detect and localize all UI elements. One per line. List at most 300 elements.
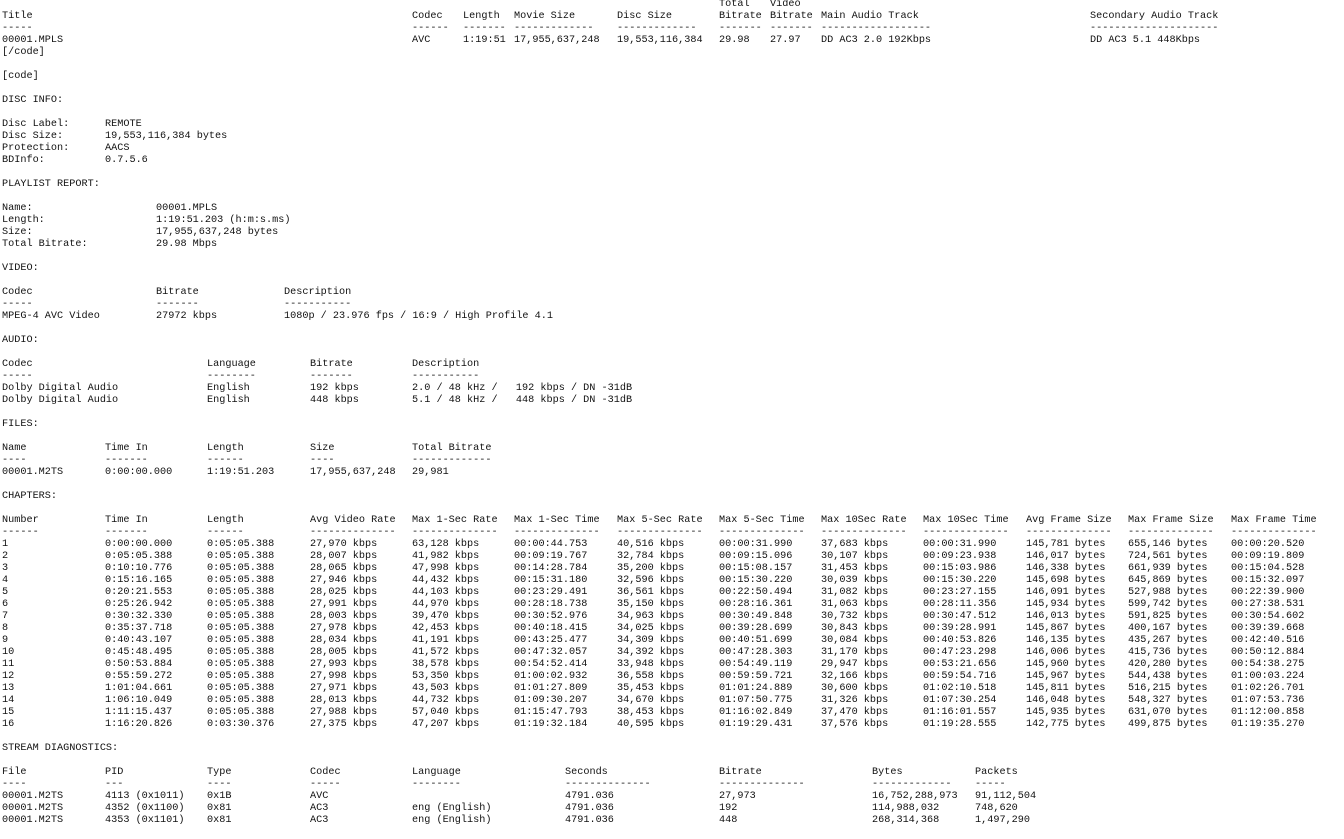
chapter-cell: 591,825 bytes xyxy=(1128,611,1208,622)
chapter-cell: 146,091 bytes xyxy=(1026,587,1106,598)
chapter-cell: 01:07:50.775 xyxy=(719,695,793,706)
chapters-dash: ------ xyxy=(2,527,39,538)
chapters-header: Avg Video Rate xyxy=(310,515,396,526)
chapter-cell: 544,438 bytes xyxy=(1128,671,1208,682)
chapter-cell: 39,470 kbps xyxy=(412,611,480,622)
video-header-description: Description xyxy=(284,287,352,298)
chapter-cell: 7 xyxy=(2,611,9,622)
summary-header-movie-size: Movie Size xyxy=(514,11,576,22)
chapter-cell: 00:40:53.826 xyxy=(923,635,997,646)
summary-header-video-bitrate: Bitrate xyxy=(770,11,813,22)
file-name: 00001.M2TS xyxy=(2,467,64,478)
stream-dash: -------------- xyxy=(565,779,651,790)
files-dash: ------ xyxy=(207,455,244,466)
bdinfo-value: 0.7.5.6 xyxy=(105,155,148,166)
summary-header-title: Title xyxy=(2,11,33,22)
chapter-cell: 146,017 bytes xyxy=(1026,551,1106,562)
audio-dash: ----- xyxy=(2,371,33,382)
chapter-cell: 0:05:05.388 xyxy=(207,647,275,658)
chapters-heading: CHAPTERS: xyxy=(2,491,58,502)
chapter-cell: 00:28:16.361 xyxy=(719,599,793,610)
chapter-cell: 499,875 bytes xyxy=(1128,719,1208,730)
chapter-cell: 142,775 bytes xyxy=(1026,719,1106,730)
chapter-cell: 415,736 bytes xyxy=(1128,647,1208,658)
audio-language: English xyxy=(207,383,250,394)
files-heading: FILES: xyxy=(2,419,39,430)
chapter-cell: 00:15:32.097 xyxy=(1231,575,1305,586)
chapters-dash: -------------- xyxy=(821,527,907,538)
summary-header-codec: Codec xyxy=(412,11,443,22)
chapter-cell: 2 xyxy=(2,551,9,562)
chapter-cell: 31,453 kbps xyxy=(821,563,889,574)
summary-header-secondary-audio: Secondary Audio Track xyxy=(1090,11,1219,22)
summary-total-bitrate: 29.98 xyxy=(719,35,750,46)
stream-heading: STREAM DIAGNOSTICS: xyxy=(2,743,119,754)
chapter-cell: 0:05:05.388 xyxy=(207,551,275,562)
stream-cell: 0x81 xyxy=(207,803,232,814)
audio-codec: Dolby Digital Audio xyxy=(2,395,119,406)
chapter-cell: 145,935 bytes xyxy=(1026,707,1106,718)
audio-heading: AUDIO: xyxy=(2,335,39,346)
chapter-cell: 0:05:05.388 xyxy=(207,623,275,634)
chapter-cell: 33,948 kbps xyxy=(617,659,685,670)
chapter-cell: 0:45:48.495 xyxy=(105,647,173,658)
chapter-cell: 00:00:20.520 xyxy=(1231,539,1305,550)
summary-length: 1:19:51 xyxy=(463,35,506,46)
chapter-cell: 01:16:02.849 xyxy=(719,707,793,718)
chapter-cell: 44,970 kbps xyxy=(412,599,480,610)
chapter-cell: 01:07:30.254 xyxy=(923,695,997,706)
stream-cell: AVC xyxy=(310,791,329,802)
chapter-cell: 31,170 kbps xyxy=(821,647,889,658)
chapter-cell: 00:53:21.656 xyxy=(923,659,997,670)
chapter-cell: 47,998 kbps xyxy=(412,563,480,574)
chapter-cell: 37,683 kbps xyxy=(821,539,889,550)
chapters-header: Length xyxy=(207,515,244,526)
files-header-name: Name xyxy=(2,443,27,454)
files-header-time-in: Time In xyxy=(105,443,148,454)
chapter-cell: 0:05:05.388 xyxy=(207,611,275,622)
chapter-cell: 00:59:54.716 xyxy=(923,671,997,682)
summary-codec: AVC xyxy=(412,35,431,46)
chapter-cell: 1:11:15.437 xyxy=(105,707,173,718)
stream-dash: -------------- xyxy=(719,779,805,790)
chapter-cell: 00:54:49.119 xyxy=(719,659,793,670)
audio-header-bitrate: Bitrate xyxy=(310,359,353,370)
chapter-cell: 6 xyxy=(2,599,9,610)
stream-header: PID xyxy=(105,767,124,778)
chapter-cell: 00:00:31.990 xyxy=(719,539,793,550)
chapter-cell: 01:19:32.184 xyxy=(514,719,588,730)
summary-dash: ----- xyxy=(2,23,33,34)
chapter-cell: 145,934 bytes xyxy=(1026,599,1106,610)
chapter-cell: 645,869 bytes xyxy=(1128,575,1208,586)
chapter-cell: 31,063 kbps xyxy=(821,599,889,610)
chapter-cell: 29,947 kbps xyxy=(821,659,889,670)
chapter-cell: 0:05:05.388 xyxy=(105,551,173,562)
chapter-cell: 15 xyxy=(2,707,15,718)
chapter-cell: 01:02:10.518 xyxy=(923,683,997,694)
chapters-header: Number xyxy=(2,515,39,526)
chapter-cell: 27,375 kbps xyxy=(310,719,378,730)
chapter-cell: 3 xyxy=(2,563,9,574)
chapter-cell: 00:59:59.721 xyxy=(719,671,793,682)
audio-header-codec: Codec xyxy=(2,359,33,370)
summary-dash: ------- xyxy=(719,23,762,34)
file-size: 17,955,637,248 xyxy=(310,467,396,478)
stream-cell: 4791.036 xyxy=(565,803,614,814)
chapter-cell: 0:20:21.553 xyxy=(105,587,173,598)
chapter-cell: 10 xyxy=(2,647,15,658)
chapter-cell: 01:01:27.809 xyxy=(514,683,588,694)
chapter-cell: 00:47:28.303 xyxy=(719,647,793,658)
chapter-cell: 35,200 kbps xyxy=(617,563,685,574)
chapter-cell: 00:15:08.157 xyxy=(719,563,793,574)
playlist-name-value: 00001.MPLS xyxy=(156,203,218,214)
stream-cell: 4791.036 xyxy=(565,815,614,826)
chapters-header: Max Frame Size xyxy=(1128,515,1214,526)
chapter-cell: 00:09:19.767 xyxy=(514,551,588,562)
chapter-cell: 0:00:00.000 xyxy=(105,539,173,550)
audio-codec: Dolby Digital Audio xyxy=(2,383,119,394)
chapter-cell: 00:23:27.155 xyxy=(923,587,997,598)
chapter-cell: 146,135 bytes xyxy=(1026,635,1106,646)
chapter-cell: 28,065 kbps xyxy=(310,563,378,574)
chapter-cell: 31,082 kbps xyxy=(821,587,889,598)
chapter-cell: 40,516 kbps xyxy=(617,539,685,550)
chapter-cell: 00:15:04.528 xyxy=(1231,563,1305,574)
stream-dash: ----- xyxy=(975,779,1006,790)
chapters-dash: -------------- xyxy=(514,527,600,538)
chapter-cell: 00:15:31.180 xyxy=(514,575,588,586)
chapter-cell: 32,596 kbps xyxy=(617,575,685,586)
chapter-cell: 28,013 kbps xyxy=(310,695,378,706)
chapters-dash: -------------- xyxy=(310,527,396,538)
chapter-cell: 00:40:18.415 xyxy=(514,623,588,634)
chapter-cell: 01:00:03.224 xyxy=(1231,671,1305,682)
chapter-cell: 27,991 kbps xyxy=(310,599,378,610)
chapter-cell: 00:50:12.884 xyxy=(1231,647,1305,658)
audio-description: 2.0 / 48 kHz / 192 kbps / DN -31dB xyxy=(412,383,633,394)
chapter-cell: 27,988 kbps xyxy=(310,707,378,718)
chapter-cell: 11 xyxy=(2,659,15,670)
chapter-cell: 38,453 kbps xyxy=(617,707,685,718)
audio-language: English xyxy=(207,395,250,406)
video-header-bitrate: Bitrate xyxy=(156,287,199,298)
summary-dash: ------------- xyxy=(514,23,594,34)
chapter-cell: 01:19:28.555 xyxy=(923,719,997,730)
chapter-cell: 599,742 bytes xyxy=(1128,599,1208,610)
chapter-cell: 00:54:38.275 xyxy=(1231,659,1305,670)
summary-header-length: Length xyxy=(463,11,500,22)
files-dash: ------- xyxy=(105,455,148,466)
chapter-cell: 00:09:15.096 xyxy=(719,551,793,562)
chapters-dash: -------------- xyxy=(1128,527,1214,538)
chapter-cell: 00:15:30.220 xyxy=(719,575,793,586)
chapter-cell: 655,146 bytes xyxy=(1128,539,1208,550)
stream-cell: 91,112,504 xyxy=(975,791,1037,802)
chapter-cell: 00:47:32.057 xyxy=(514,647,588,658)
chapter-cell: 00:15:03.986 xyxy=(923,563,997,574)
stream-header: Type xyxy=(207,767,232,778)
chapter-cell: 0:05:05.388 xyxy=(207,707,275,718)
chapter-cell: 27,993 kbps xyxy=(310,659,378,670)
disc-label-key: Disc Label: xyxy=(2,119,70,130)
chapter-cell: 516,215 bytes xyxy=(1128,683,1208,694)
chapters-dash: -------------- xyxy=(617,527,703,538)
chapter-cell: 5 xyxy=(2,587,9,598)
chapters-header: Max 1-Sec Time xyxy=(514,515,600,526)
chapter-cell: 30,600 kbps xyxy=(821,683,889,694)
audio-dash: ----------- xyxy=(412,371,480,382)
chapter-cell: 41,982 kbps xyxy=(412,551,480,562)
summary-disc-size: 19,553,116,384 xyxy=(617,35,703,46)
chapter-cell: 27,946 kbps xyxy=(310,575,378,586)
summary-secondary-audio: DD AC3 5.1 448Kbps xyxy=(1090,35,1201,46)
stream-header: Packets xyxy=(975,767,1018,778)
stream-cell: 748,620 xyxy=(975,803,1018,814)
chapter-cell: 146,338 bytes xyxy=(1026,563,1106,574)
chapter-cell: 31,326 kbps xyxy=(821,695,889,706)
stream-cell: 16,752,288,973 xyxy=(872,791,958,802)
stream-header: File xyxy=(2,767,27,778)
chapter-cell: 0:15:16.165 xyxy=(105,575,173,586)
chapter-cell: 28,007 kbps xyxy=(310,551,378,562)
chapter-cell: 63,128 kbps xyxy=(412,539,480,550)
chapter-cell: 01:19:35.270 xyxy=(1231,719,1305,730)
playlist-name-key: Name: xyxy=(2,203,33,214)
chapter-cell: 145,867 bytes xyxy=(1026,623,1106,634)
stream-header: Bytes xyxy=(872,767,903,778)
chapters-header: Max 5-Sec Time xyxy=(719,515,805,526)
chapter-cell: 00:47:23.298 xyxy=(923,647,997,658)
chapter-cell: 00:15:30.220 xyxy=(923,575,997,586)
chapter-cell: 00:23:29.491 xyxy=(514,587,588,598)
stream-cell: 4352 (0x1100) xyxy=(105,803,185,814)
summary-dash: ------- xyxy=(463,23,506,34)
files-dash: ------------- xyxy=(412,455,492,466)
chapter-cell: 145,781 bytes xyxy=(1026,539,1106,550)
file-length: 1:19:51.203 xyxy=(207,467,275,478)
chapter-cell: 8 xyxy=(2,623,9,634)
stream-header: Codec xyxy=(310,767,341,778)
chapter-cell: 01:01:24.889 xyxy=(719,683,793,694)
playlist-bitrate-key: Total Bitrate: xyxy=(2,239,88,250)
chapter-cell: 00:42:40.516 xyxy=(1231,635,1305,646)
stream-dash: ------------- xyxy=(872,779,952,790)
file-time-in: 0:00:00.000 xyxy=(105,467,173,478)
stream-cell: eng (English) xyxy=(412,803,492,814)
summary-title: 00001.MPLS xyxy=(2,35,64,46)
chapter-cell: 00:22:50.494 xyxy=(719,587,793,598)
video-codec: MPEG-4 AVC Video xyxy=(2,311,100,322)
chapter-cell: 146,006 bytes xyxy=(1026,647,1106,658)
chapter-cell: 37,470 kbps xyxy=(821,707,889,718)
chapter-cell: 57,040 kbps xyxy=(412,707,480,718)
stream-cell: eng (English) xyxy=(412,815,492,826)
chapter-cell: 42,453 kbps xyxy=(412,623,480,634)
audio-description: 5.1 / 48 kHz / 448 kbps / DN -31dB xyxy=(412,395,633,406)
stream-header: Language xyxy=(412,767,461,778)
chapter-cell: 01:16:01.557 xyxy=(923,707,997,718)
stream-cell: 268,314,368 xyxy=(872,815,940,826)
stream-header: Seconds xyxy=(565,767,608,778)
stream-cell: 0x1B xyxy=(207,791,232,802)
chapter-cell: 146,048 bytes xyxy=(1026,695,1106,706)
summary-dash: --------------------- xyxy=(1090,23,1219,34)
files-header-total-bitrate: Total Bitrate xyxy=(412,443,492,454)
chapter-cell: 01:09:30.207 xyxy=(514,695,588,706)
chapter-cell: 00:30:54.602 xyxy=(1231,611,1305,622)
chapter-cell: 00:00:44.753 xyxy=(514,539,588,550)
chapter-cell: 4 xyxy=(2,575,9,586)
stream-cell: 448 xyxy=(719,815,738,826)
disc-size-value: 19,553,116,384 bytes xyxy=(105,131,228,142)
chapter-cell: 34,670 kbps xyxy=(617,695,685,706)
chapter-cell: 37,576 kbps xyxy=(821,719,889,730)
chapter-cell: 0:05:05.388 xyxy=(207,683,275,694)
protection-value: AACS xyxy=(105,143,130,154)
chapter-cell: 30,732 kbps xyxy=(821,611,889,622)
video-header-codec: Codec xyxy=(2,287,33,298)
chapter-cell: 00:43:25.477 xyxy=(514,635,588,646)
chapter-cell: 0:03:30.376 xyxy=(207,719,275,730)
audio-bitrate: 448 kbps xyxy=(310,395,359,406)
summary-dash: ------------------ xyxy=(821,23,932,34)
summary-header-disc-size: Disc Size xyxy=(617,11,673,22)
chapter-cell: 40,595 kbps xyxy=(617,719,685,730)
stream-cell: 00001.M2TS xyxy=(2,791,64,802)
playlist-length-value: 1:19:51.203 (h:m:s.ms) xyxy=(156,215,291,226)
chapter-cell: 0:35:37.718 xyxy=(105,623,173,634)
chapter-cell: 34,963 kbps xyxy=(617,611,685,622)
chapter-cell: 00:30:52.976 xyxy=(514,611,588,622)
chapter-cell: 1:01:04.661 xyxy=(105,683,173,694)
chapter-cell: 38,578 kbps xyxy=(412,659,480,670)
stream-dash: ----- xyxy=(310,779,341,790)
chapter-cell: 28,034 kbps xyxy=(310,635,378,646)
stream-cell: 00001.M2TS xyxy=(2,803,64,814)
chapter-cell: 00:22:39.900 xyxy=(1231,587,1305,598)
audio-header-description: Description xyxy=(412,359,480,370)
chapter-cell: 30,039 kbps xyxy=(821,575,889,586)
chapter-cell: 13 xyxy=(2,683,15,694)
chapter-cell: 9 xyxy=(2,635,9,646)
chapter-cell: 30,107 kbps xyxy=(821,551,889,562)
stream-cell: AC3 xyxy=(310,803,329,814)
chapters-dash: -------------- xyxy=(1026,527,1112,538)
chapter-cell: 0:10:10.776 xyxy=(105,563,173,574)
chapters-dash: -------------- xyxy=(923,527,1009,538)
chapter-cell: 145,698 bytes xyxy=(1026,575,1106,586)
chapter-cell: 01:19:29.431 xyxy=(719,719,793,730)
chapter-cell: 146,013 bytes xyxy=(1026,611,1106,622)
chapter-cell: 34,392 kbps xyxy=(617,647,685,658)
chapter-cell: 35,150 kbps xyxy=(617,599,685,610)
chapter-cell: 27,998 kbps xyxy=(310,671,378,682)
chapter-cell: 30,084 kbps xyxy=(821,635,889,646)
chapter-cell: 28,025 kbps xyxy=(310,587,378,598)
chapter-cell: 28,003 kbps xyxy=(310,611,378,622)
chapter-cell: 00:39:28.991 xyxy=(923,623,997,634)
chapter-cell: 35,453 kbps xyxy=(617,683,685,694)
disc-label-value: REMOTE xyxy=(105,119,142,130)
video-dash: ----- xyxy=(2,299,33,310)
chapters-header: Max 5-Sec Rate xyxy=(617,515,703,526)
summary-video-bitrate: 27.97 xyxy=(770,35,801,46)
chapter-cell: 00:30:47.512 xyxy=(923,611,997,622)
chapter-cell: 527,988 bytes xyxy=(1128,587,1208,598)
chapter-cell: 53,350 kbps xyxy=(412,671,480,682)
playlist-bitrate-value: 29.98 Mbps xyxy=(156,239,218,250)
chapters-dash: -------------- xyxy=(719,527,805,538)
chapter-cell: 01:02:26.701 xyxy=(1231,683,1305,694)
playlist-size-value: 17,955,637,248 bytes xyxy=(156,227,279,238)
summary-header-video: Video xyxy=(770,0,801,10)
stream-header: Bitrate xyxy=(719,767,762,778)
files-dash: ---- xyxy=(310,455,335,466)
summary-header-main-audio: Main Audio Track xyxy=(821,11,919,22)
chapter-cell: 435,267 bytes xyxy=(1128,635,1208,646)
chapter-cell: 34,025 kbps xyxy=(617,623,685,634)
chapter-cell: 16 xyxy=(2,719,15,730)
chapter-cell: 0:05:05.388 xyxy=(207,539,275,550)
chapter-cell: 00:28:11.356 xyxy=(923,599,997,610)
stream-cell: AC3 xyxy=(310,815,329,826)
stream-cell: 4791.036 xyxy=(565,791,614,802)
video-dash: ----------- xyxy=(284,299,352,310)
chapter-cell: 145,967 bytes xyxy=(1026,671,1106,682)
chapter-cell: 00:09:19.809 xyxy=(1231,551,1305,562)
chapters-header: Avg Frame Size xyxy=(1026,515,1112,526)
chapter-cell: 44,732 kbps xyxy=(412,695,480,706)
playlist-length-key: Length: xyxy=(2,215,45,226)
chapter-cell: 0:25:26.942 xyxy=(105,599,173,610)
chapter-cell: 01:00:02.932 xyxy=(514,671,588,682)
chapter-cell: 34,309 kbps xyxy=(617,635,685,646)
chapter-cell: 00:28:18.738 xyxy=(514,599,588,610)
video-bitrate: 27972 kbps xyxy=(156,311,218,322)
chapter-cell: 00:54:52.414 xyxy=(514,659,588,670)
chapter-cell: 36,558 kbps xyxy=(617,671,685,682)
chapter-cell: 0:05:05.388 xyxy=(207,587,275,598)
chapter-cell: 32,784 kbps xyxy=(617,551,685,562)
chapters-dash: ------ xyxy=(207,527,244,538)
chapter-cell: 27,971 kbps xyxy=(310,683,378,694)
stream-cell: 00001.M2TS xyxy=(2,815,64,826)
chapter-cell: 43,503 kbps xyxy=(412,683,480,694)
chapter-cell: 30,843 kbps xyxy=(821,623,889,634)
video-description: 1080p / 23.976 fps / 16:9 / High Profile 4.1 xyxy=(284,311,553,322)
summary-dash: ------------- xyxy=(617,23,697,34)
chapter-cell: 0:30:32.330 xyxy=(105,611,173,622)
chapter-cell: 724,561 bytes xyxy=(1128,551,1208,562)
chapter-cell: 420,280 bytes xyxy=(1128,659,1208,670)
chapter-cell: 27,970 kbps xyxy=(310,539,378,550)
summary-movie-size: 17,955,637,248 xyxy=(514,35,600,46)
playlist-size-key: Size: xyxy=(2,227,33,238)
stream-dash: -------- xyxy=(412,779,461,790)
bdinfo-key: BDInfo: xyxy=(2,155,45,166)
chapter-cell: 36,561 kbps xyxy=(617,587,685,598)
chapter-cell: 145,811 bytes xyxy=(1026,683,1106,694)
chapter-cell: 44,432 kbps xyxy=(412,575,480,586)
chapters-dash: -------------- xyxy=(1231,527,1317,538)
chapter-cell: 00:39:28.699 xyxy=(719,623,793,634)
chapter-cell: 1 xyxy=(2,539,9,550)
chapter-cell: 145,960 bytes xyxy=(1026,659,1106,670)
chapter-cell: 01:15:47.793 xyxy=(514,707,588,718)
